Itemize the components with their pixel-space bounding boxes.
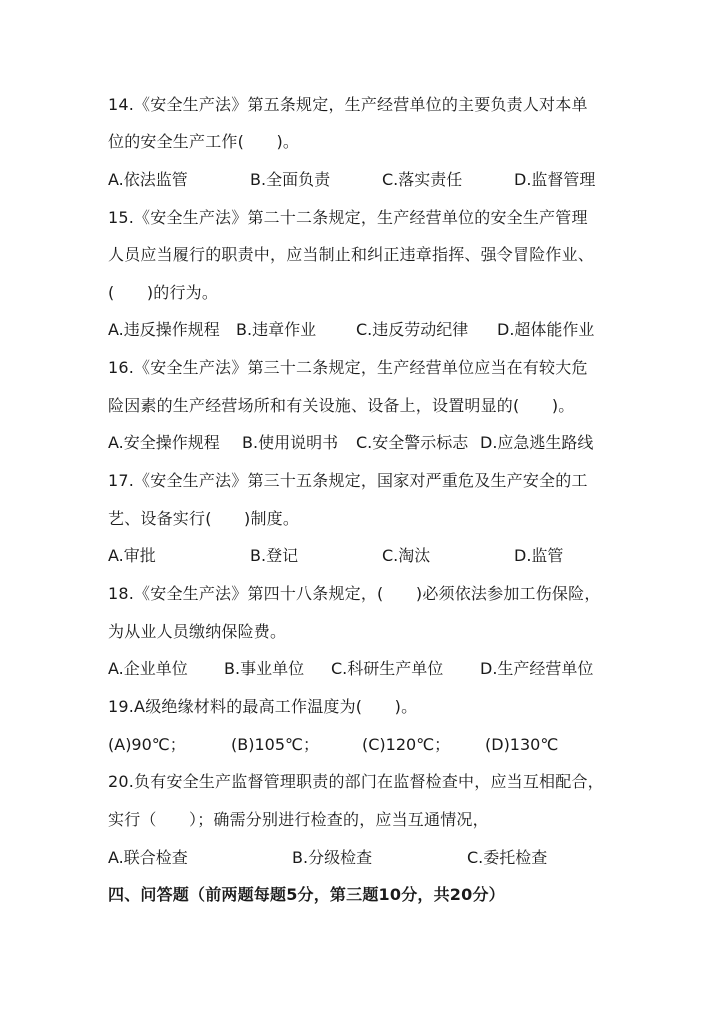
question-14-line-1: 14.《安全生产法》第五条规定，生产经营单位的主要负责人对本单 [108,95,588,114]
question-14-option-b: B.全面负责 [250,170,331,189]
question-17-option-a: A.审批 [108,546,156,565]
question-20-option-c: C.委托检查 [467,848,548,867]
question-18-line-2: 为从业人员缴纳保险费。 [108,622,287,641]
question-17-option-b: B.登记 [250,546,299,565]
question-14-option-c: C.落实责任 [382,170,463,189]
question-20-line-2: 实行（ ）；确需分别进行检查的，应当互通情况， [108,810,489,829]
question-18-option-b: B.事业单位 [224,659,305,678]
question-20-option-a: A.联合检查 [108,848,188,867]
question-19-option-a: (A)90℃； [108,735,186,754]
question-19-option-d: (D)130℃ [485,735,559,754]
question-18-option-a: A.企业单位 [108,659,188,678]
question-20-option-b: B.分级检查 [292,848,373,867]
question-17-line-1: 17.《安全生产法》第三十五条规定，国家对严重危及生产安全的工 [108,471,588,490]
question-16-line-2: 险因素的生产经营场所和有关设施、设备上，设置明显的( )。 [108,396,575,415]
question-17-option-d: D.监管 [514,546,564,565]
question-16-line-1: 16.《安全生产法》第三十二条规定，生产经营单位应当在有较大危 [108,358,588,377]
question-17-line-2: 艺、设备实行( )制度。 [108,509,300,528]
question-16-option-a: A.安全操作规程 [108,433,220,452]
question-15-option-a: A.违反操作规程 [108,320,220,339]
question-15-line-2: 人员应当履行的职责中，应当制止和纠正违章指挥、强令冒险作业、 [108,245,595,264]
section-heading: 四、问答题（前两题每题5分，第三题10分，共20分） [108,885,505,904]
question-20-line-1: 20.负有安全生产监督管理职责的部门在监督检查中，应当互相配合， [108,772,604,791]
question-15-option-d: D.超体能作业 [497,320,595,339]
question-19-line-1: 19.A级绝缘材料的最高工作温度为( )。 [108,697,418,716]
question-18-line-1: 18.《安全生产法》第四十八条规定，( )必须依法参加工伤保险， [108,584,601,603]
question-18-option-d: D.生产经营单位 [480,659,594,678]
question-14-option-d: D.监督管理 [514,170,596,189]
question-14-line-2: 位的安全生产工作( )。 [108,132,300,151]
question-19-option-b: (B)105℃； [231,735,319,754]
question-15-line-3: ( )的行为。 [108,283,219,302]
question-15-line-1: 15.《安全生产法》第二十二条规定，生产经营单位的安全生产管理 [108,208,588,227]
question-18-option-c: C.科研生产单位 [331,659,444,678]
question-16-option-c: C.安全警示标志 [356,433,469,452]
question-17-option-c: C.淘汰 [382,546,431,565]
question-15-option-c: C.违反劳动纪律 [356,320,469,339]
question-19-option-c: (C)120℃； [362,735,451,754]
question-16-option-b: B.使用说明书 [242,433,339,452]
question-16-option-d: D.应急逃生路线 [480,433,594,452]
question-15-option-b: B.违章作业 [236,320,317,339]
question-14-option-a: A.依法监管 [108,170,188,189]
